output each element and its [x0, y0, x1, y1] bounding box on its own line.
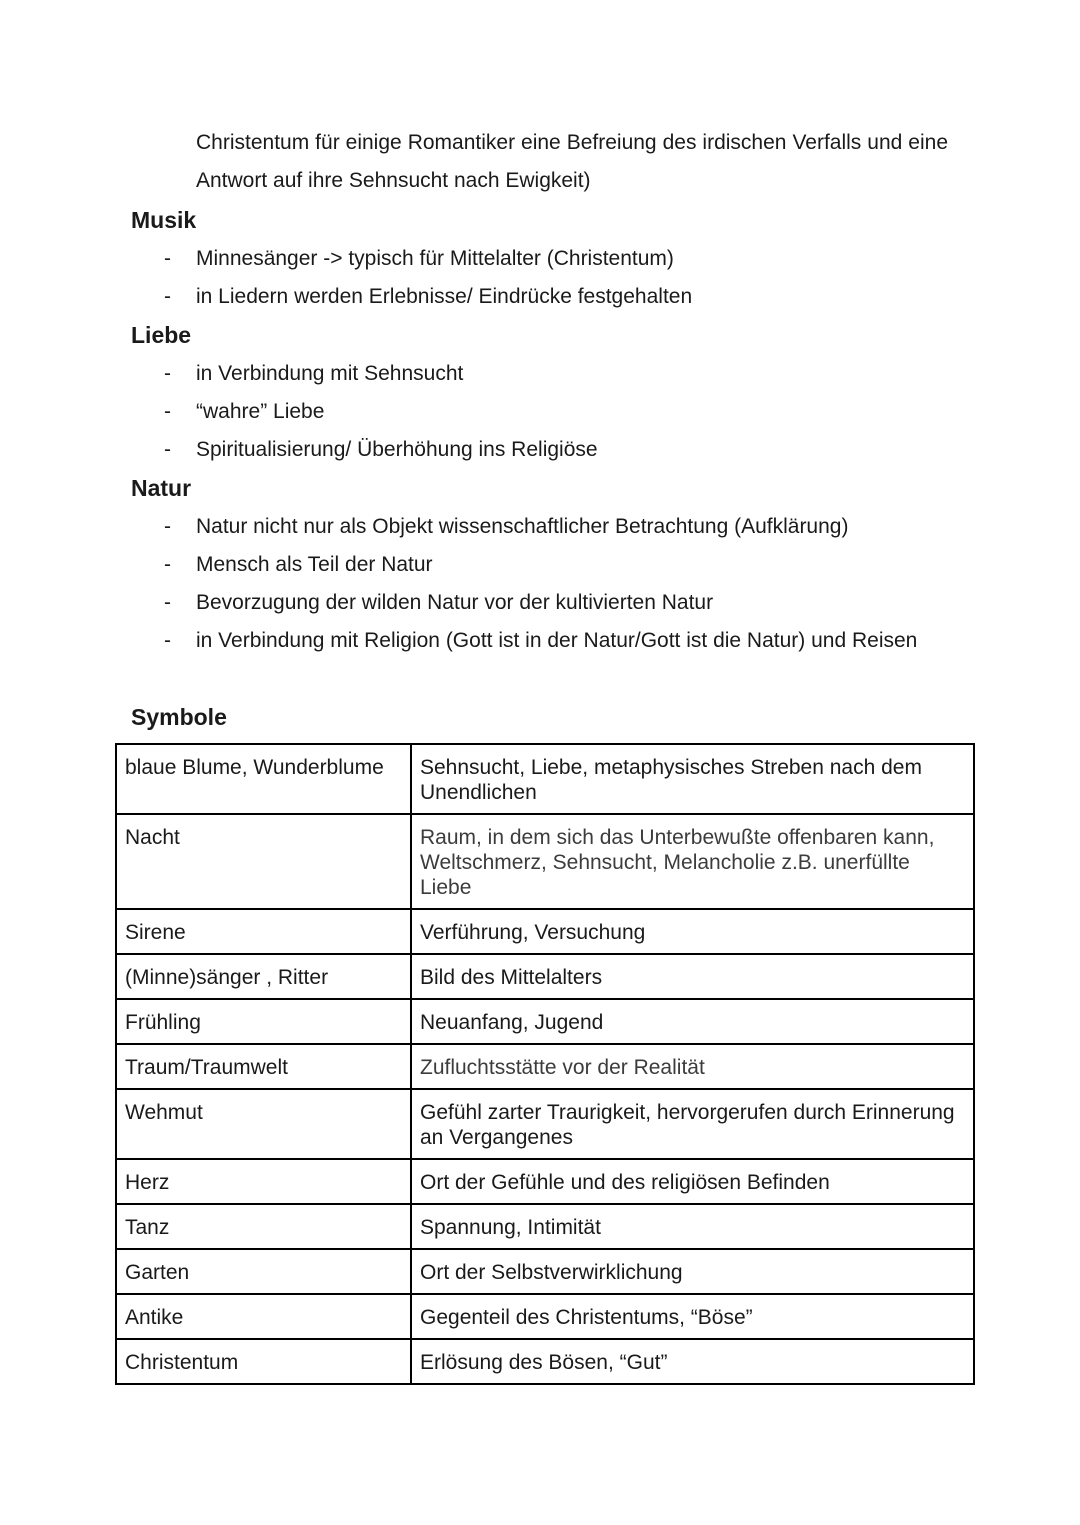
- list-item: [160, 546, 917, 584]
- table-row: [116, 1294, 974, 1339]
- list-item-text: Minnesänger -> typisch für Mittelalter (Christentum): [196, 247, 674, 270]
- heading-natur: Natur: [131, 475, 192, 501]
- bullet-dash: -: [164, 285, 171, 308]
- list-item: [160, 393, 598, 431]
- symbol-cell: Herz: [116, 1159, 411, 1204]
- heading-symbole: Symbole: [131, 704, 227, 730]
- list-item-text: Mensch als Teil der Natur: [196, 553, 433, 576]
- meaning-cell: Verführung, Versuchung: [411, 909, 974, 954]
- list-item: [160, 240, 692, 278]
- meaning-cell: Neuanfang, Jugend: [411, 999, 974, 1044]
- list-item-text: Bevorzugung der wilden Natur vor der kultivierten Natur: [196, 591, 714, 614]
- list-item: [160, 431, 598, 469]
- symbol-cell: Nacht: [116, 814, 411, 909]
- symbols-table: [115, 743, 975, 1385]
- symbol-cell: Tanz: [116, 1204, 411, 1249]
- table-row: [116, 999, 974, 1044]
- list-natur: [160, 508, 917, 660]
- meaning-cell: Ort der Gefühle und des religiösen Befinden: [411, 1159, 974, 1204]
- bullet-dash: -: [164, 553, 171, 576]
- bullet-dash: -: [164, 362, 171, 385]
- list-liebe: [160, 355, 598, 469]
- meaning-cell: Spannung, Intimität: [411, 1204, 974, 1249]
- list-item: [160, 355, 598, 393]
- bullet-dash: -: [164, 515, 171, 538]
- heading-musik: Musik: [131, 207, 197, 233]
- table-row: [116, 814, 974, 909]
- meaning-cell: Ort der Selbstverwirklichung: [411, 1249, 974, 1294]
- symbol-cell: Wehmut: [116, 1089, 411, 1159]
- list-item-text: in Verbindung mit Religion (Gott ist in der Natur/Gott ist die Natur) und Reisen: [196, 629, 918, 652]
- bullet-dash: -: [164, 629, 171, 652]
- meaning-cell: Gegenteil des Christentums, “Böse”: [411, 1294, 974, 1339]
- list-item-text: in Liedern werden Erlebnisse/ Eindrücke festgehalten: [196, 285, 693, 308]
- heading-liebe: Liebe: [131, 322, 192, 348]
- bullet-dash: -: [164, 247, 171, 270]
- table-row: [116, 1339, 974, 1384]
- symbol-cell: Sirene: [116, 909, 411, 954]
- meaning-cell: Zufluchtsstätte vor der Realität: [411, 1044, 974, 1089]
- symbol-cell: (Minne)sänger , Ritter: [116, 954, 411, 999]
- meaning-cell: Raum, in dem sich das Unterbewußte offenbaren kann, Weltschmerz, Sehnsucht, Melancholie z.B. unerfüllte Liebe: [411, 814, 974, 909]
- symbol-cell: Traum/Traumwelt: [116, 1044, 411, 1089]
- list-item: [160, 584, 917, 622]
- list-item-text: “wahre” Liebe: [196, 400, 325, 423]
- list-item: [160, 622, 917, 660]
- table-row: [116, 744, 974, 814]
- list-item-text: Natur nicht nur als Objekt wissenschaftlicher Betrachtung (Aufklärung): [196, 515, 849, 538]
- symbol-cell: Garten: [116, 1249, 411, 1294]
- table-row: [116, 1159, 974, 1204]
- meaning-cell: Gefühl zarter Traurigkeit, hervorgerufen durch Erinnerung an Vergangenes: [411, 1089, 974, 1159]
- bullet-dash: -: [164, 400, 171, 423]
- table-row: [116, 1044, 974, 1089]
- continuation-paragraph: Christentum für einige Romantiker eine Befreiung des irdischen Verfalls und eine Antwort auf ihre Sehnsucht nach Ewigkeit): [196, 131, 948, 192]
- meaning-cell: Bild des Mittelalters: [411, 954, 974, 999]
- list-item: [160, 508, 917, 546]
- bullet-dash: -: [164, 591, 171, 614]
- table-row: [116, 954, 974, 999]
- bullet-dash: -: [164, 438, 171, 461]
- list-musik: [160, 240, 692, 316]
- table-row: [116, 909, 974, 954]
- meaning-cell: Erlösung des Bösen, “Gut”: [411, 1339, 974, 1384]
- list-item-text: in Verbindung mit Sehnsucht: [196, 362, 464, 385]
- table-row: [116, 1089, 974, 1159]
- symbol-cell: Antike: [116, 1294, 411, 1339]
- symbol-cell: Christentum: [116, 1339, 411, 1384]
- list-item: [160, 278, 692, 316]
- table-row: [116, 1204, 974, 1249]
- symbol-cell: Frühling: [116, 999, 411, 1044]
- table-row: [116, 1249, 974, 1294]
- symbol-cell: blaue Blume, Wunderblume: [116, 744, 411, 814]
- meaning-cell: Sehnsucht, Liebe, metaphysisches Streben nach dem Unendlichen: [411, 744, 974, 814]
- list-item-text: Spiritualisierung/ Überhöhung ins Religiöse: [196, 438, 598, 461]
